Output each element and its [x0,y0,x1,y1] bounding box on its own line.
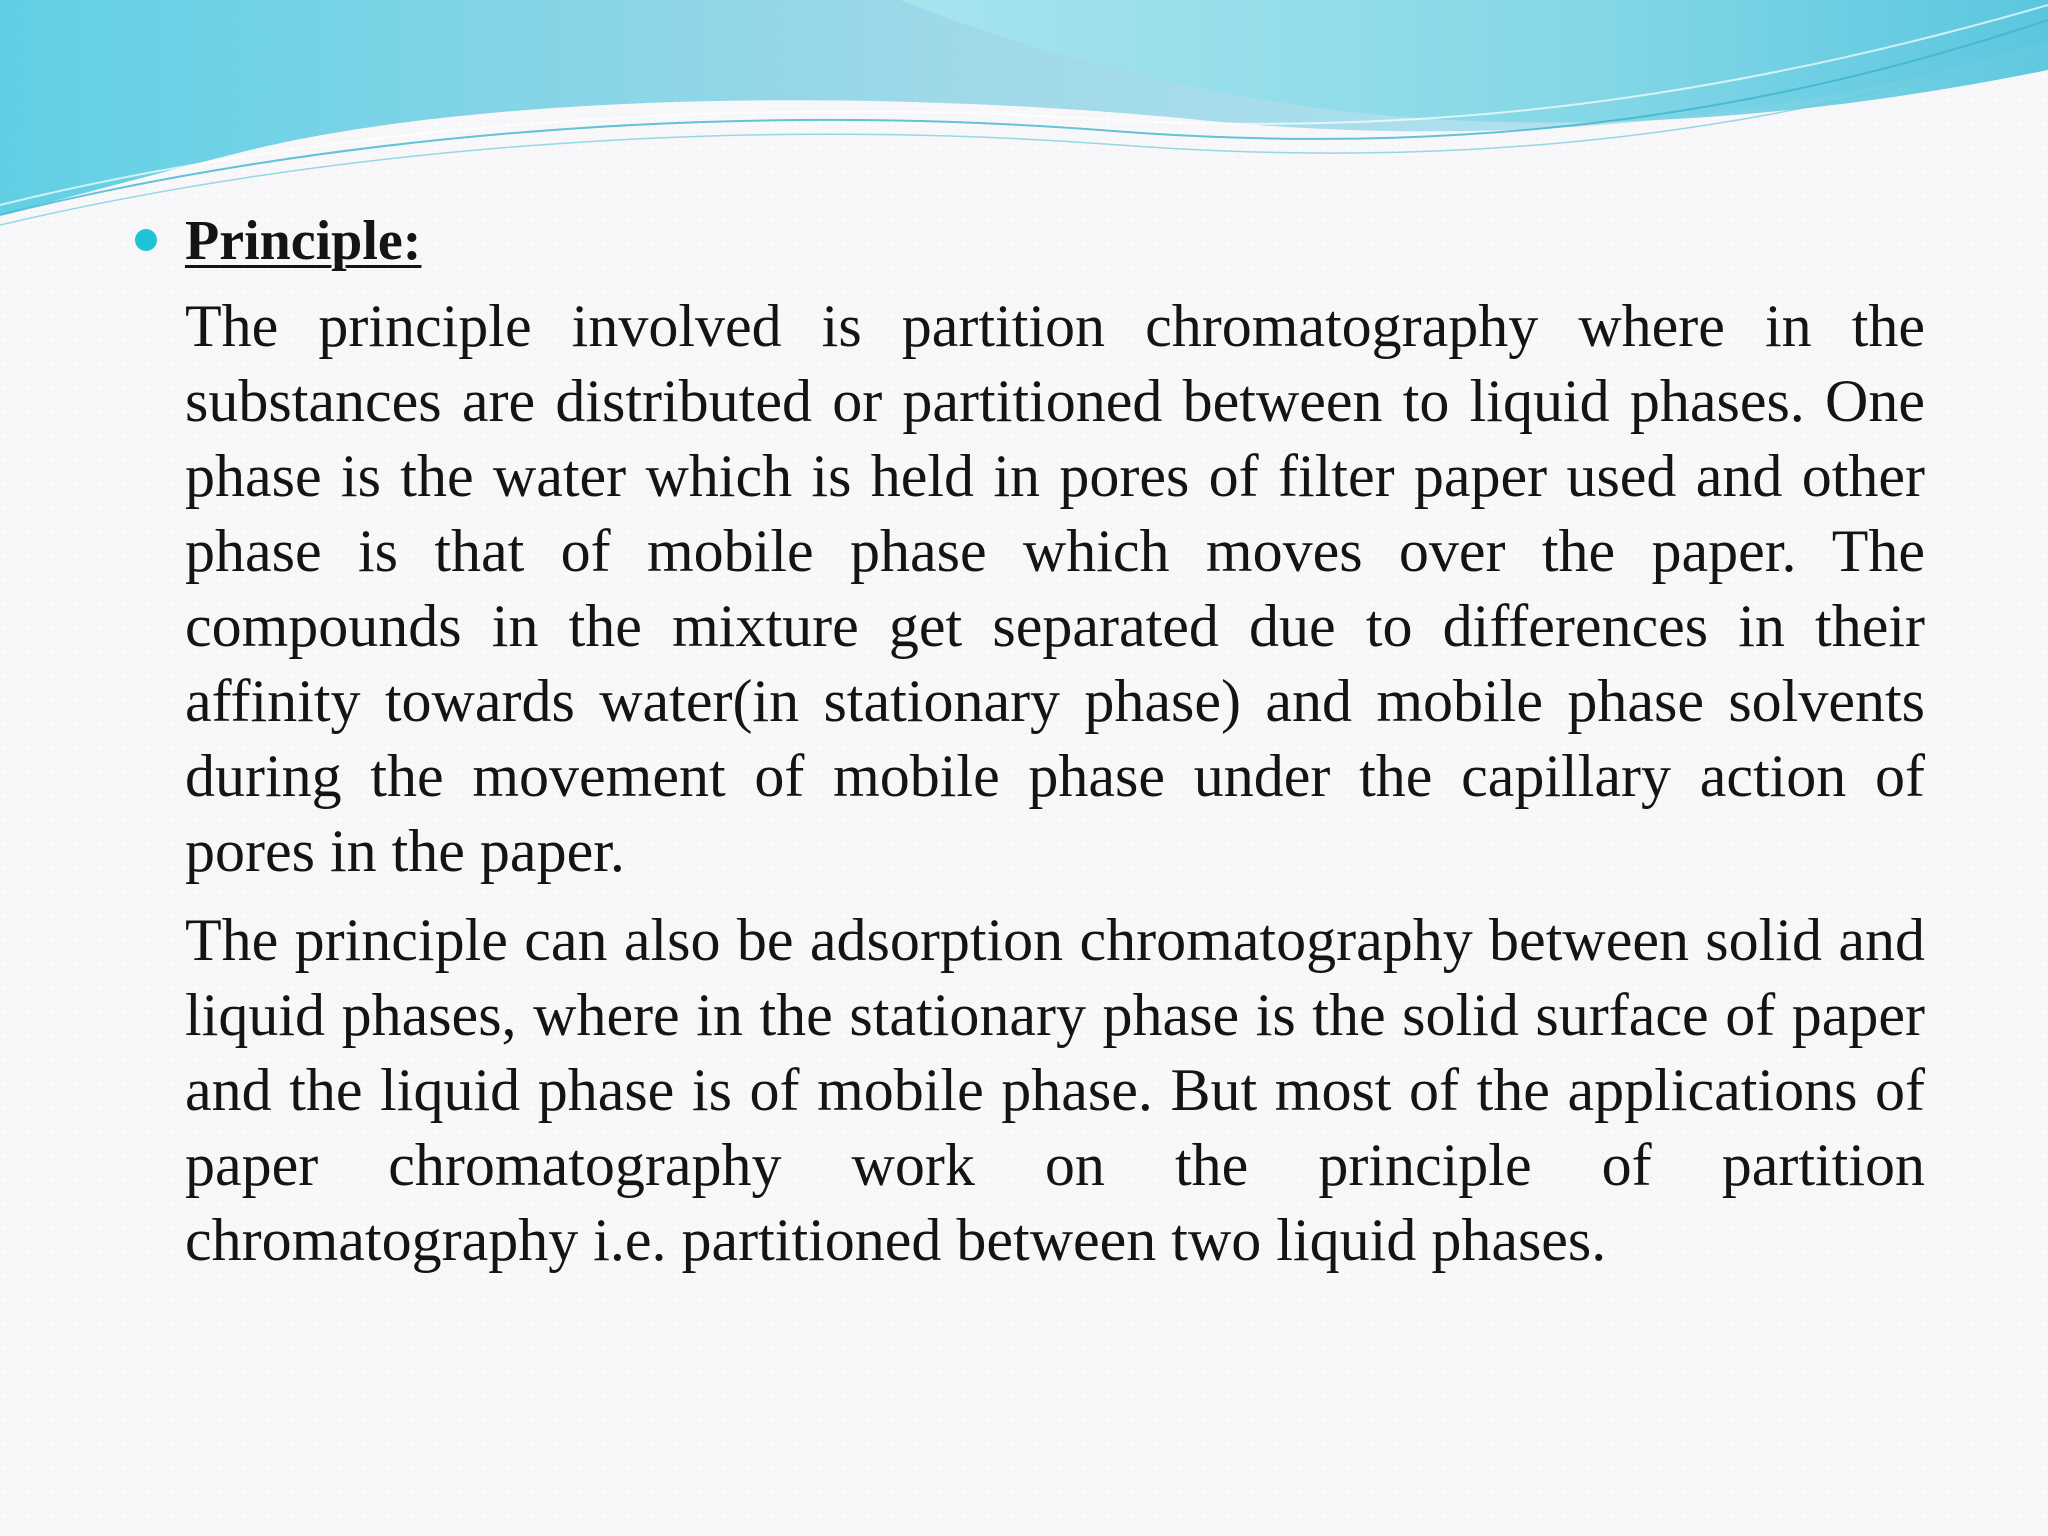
bullet-dot-icon [135,229,157,251]
paragraph-partition: The principle involved is partition chromatography where in the substances are distributed or partitioned between to liquid phases. One phase is the water which is held in pores of filter paper used and other phase is that of mobile phase which moves over the paper. The compounds in the mixture get separated due to differences in their affinity towards water(in stationary phase) and mobile phase solvents during the movement of mobile phase under the capillary action of pores in the paper. [185,293,1925,884]
bullet-item [185,205,1925,277]
paragraph-adsorption: The principle can also be adsorption chromatography between solid and liquid phases, where in the stationary phase is the solid surface of paper and the liquid phase is of mobile phase. But most of the applications of paper chromatography work on the principle of partition chromatography i.e. partitioned between two liquid phases. [185,907,1925,1273]
slide-content [185,205,1925,1278]
header-wave-decoration [0,0,2048,240]
section-heading: Principle: [185,210,422,272]
